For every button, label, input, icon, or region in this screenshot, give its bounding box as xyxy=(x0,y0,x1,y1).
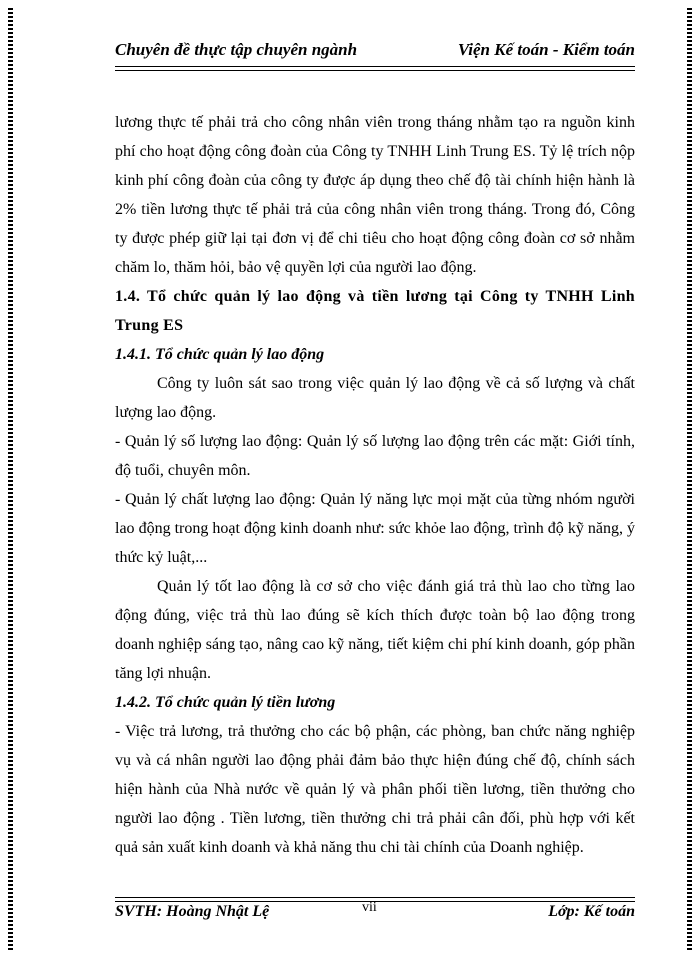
header-divider xyxy=(115,66,635,71)
page-number: vii xyxy=(362,900,377,915)
header-institute: Viện Kế toán - Kiểm toán xyxy=(457,40,635,59)
subsection-heading-labor: 1.4.1. Tổ chức quản lý lao động xyxy=(115,346,325,363)
footer-class: Lớp: Kế toán xyxy=(548,903,635,920)
page-header xyxy=(115,40,635,68)
paragraph-union-fee: lương thực tế phải trả cho công nhân viên trong tháng nhằm tạo ra nguồn kinh phí cho hoạt động công đoàn của Công ty TNHH Linh Trung ES. Tỷ lệ trích nộp kinh phí công đoàn của công ty được áp dụng theo chế độ tài chính hiện hành là 2% tiền lương thực tế phải trả của công nhân viên trong tháng. Trong đó, Công ty được phép giữ lại tại đơn vị để chi tiêu cho hoạt động công đoàn cơ sở nhằm chăm lo, thăm hỏi, bảo vệ quyền lợi của người lao động. xyxy=(115,114,635,276)
page-body xyxy=(115,108,635,862)
section-heading: 1.4. Tổ chức quản lý lao động và tiền lương tại Công ty TNHH Linh Trung ES xyxy=(115,288,635,334)
list-item-quality: - Quản lý chất lượng lao động: Quản lý năng lực mọi mặt của từng nhóm người lao động trong hoạt động kinh doanh như: sức khỏe lao động, trình độ kỹ năng, ý thức kỷ luật,... xyxy=(115,491,635,566)
page-border-right xyxy=(687,8,692,952)
paragraph-labor-benefit: Quản lý tốt lao động là cơ sở cho việc đánh giá trả thù lao cho từng lao động đúng, việc trả thù lao đúng sẽ kích thích được toàn bộ lao động trong doanh nghiệp sáng tạo, nâng cao kỹ năng, tiết kiệm chi phí kinh doanh, góp phần tăng lợi nhuận. xyxy=(115,578,635,682)
page-footer xyxy=(115,900,635,927)
page-border-left xyxy=(8,8,13,952)
footer-student: SVTH: Hoàng Nhật Lệ xyxy=(115,903,270,920)
header-title: Chuyên đề thực tập chuyên ngành xyxy=(115,40,358,59)
list-item-quantity: - Quản lý số lượng lao động: Quản lý số lượng lao động trên các mặt: Giới tính, độ tuổi, chuyên môn. xyxy=(115,433,635,479)
paragraph-labor-intro: Công ty luôn sát sao trong việc quản lý lao động về cả số lượng và chất lượng lao động. xyxy=(115,375,635,421)
list-item-salary-payment: - Việc trả lương, trả thưởng cho các bộ phận, các phòng, ban chức năng nghiệp vụ và cá nhân người lao động phải đảm bảo thực hiện đúng chế độ, chính sách hiện hành của Nhà nước về quản lý và phân phối tiền lương, tiền thưởng cho người lao động . Tiền lương, tiền thưởng chi trả phải cân đối, phù hợp với kết quả sản xuất kinh doanh và khả năng thu chi tài chính của Doanh nghiệp. xyxy=(115,723,635,856)
subsection-heading-salary: 1.4.2. Tổ chức quản lý tiền lương xyxy=(115,694,336,711)
